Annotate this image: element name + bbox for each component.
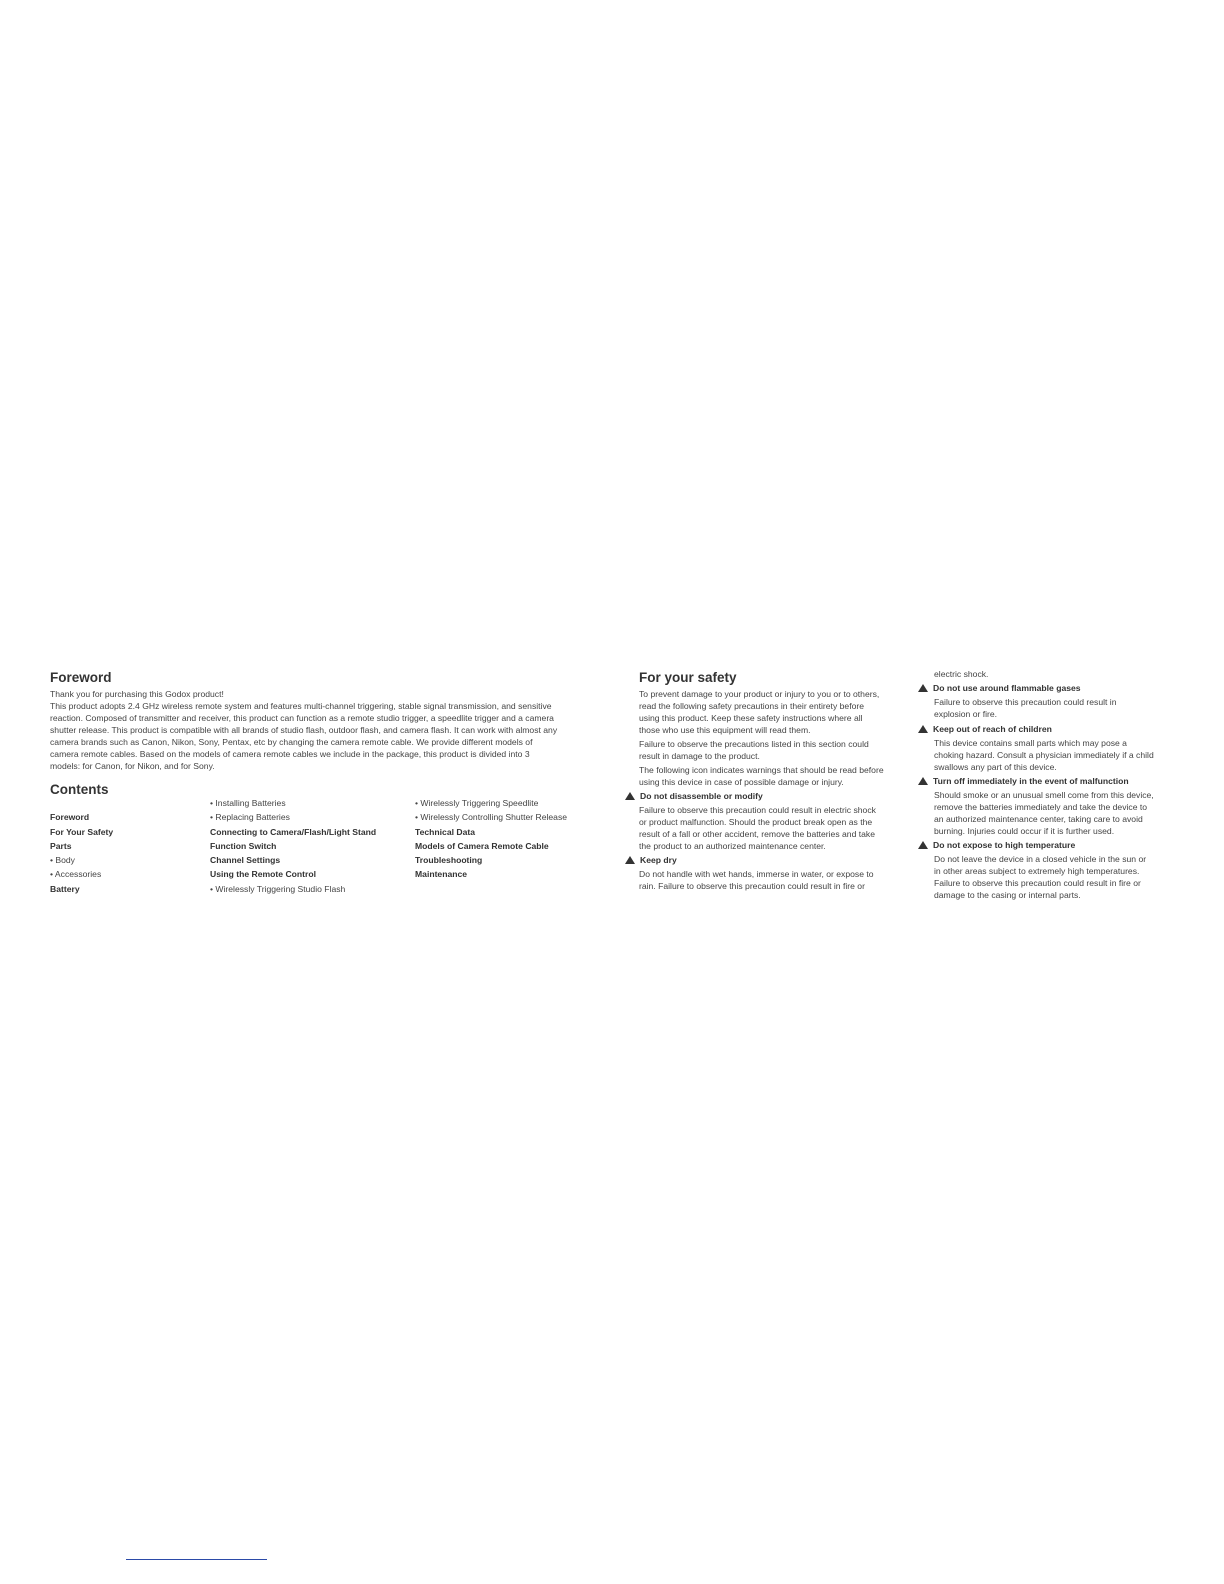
toc-item-technical-data[interactable]: Technical Data: [415, 826, 476, 837]
contents-title: Contents: [50, 782, 109, 797]
toc-item-speedlite[interactable]: • Wirelessly Triggering Speedlite: [415, 798, 539, 808]
warning-line: swallows any part of this device.: [934, 762, 1057, 772]
safety-intro-line: Failure to observe the precautions listed in this section could: [639, 739, 869, 749]
warning-line: explosion or fire.: [934, 709, 998, 719]
warning-line: result of a fall or other accident, remove the batteries and take: [639, 829, 875, 839]
warning-triangle-icon: [918, 841, 928, 849]
safety-title: For your safety: [639, 670, 737, 685]
warning-body-malfunction: [934, 789, 1204, 837]
toc-item-installing-batteries[interactable]: • Installing Batteries: [210, 798, 286, 808]
foreword-line: This product adopts 2.4 GHz wireless remote system and features multi-channel triggering, stable signal transmission, and sensitive: [50, 701, 552, 711]
toc-item: [415, 882, 595, 896]
safety-intro-line: using this device in case of possible damage or injury.: [639, 777, 844, 787]
warning-heading-text: Do not disassemble or modify: [640, 791, 763, 801]
toc-item-studio-flash[interactable]: • Wirelessly Triggering Studio Flash: [210, 883, 346, 894]
toc-item-connecting[interactable]: Connecting to Camera/Flash/Light Stand: [210, 826, 377, 837]
foreword-line: models: for Canon, for Nikon, and for Sony.: [50, 761, 215, 771]
warning-line: in other areas subject to extremely high temperatures.: [934, 866, 1140, 876]
warning-line: or product malfunction. Should the product break open as the: [639, 817, 873, 827]
toc-item-for-your-safety[interactable]: For Your Safety: [50, 826, 114, 837]
warning-body-keep-dry: [639, 868, 909, 892]
foreword-body: [50, 688, 590, 772]
warning-line: Failure to observe this precaution could result in: [934, 697, 1117, 707]
foreword-line: camera remote cables. Based on the models of camera remote cables we include in the package, this product is divided into 3: [50, 749, 530, 759]
toc-item-foreword[interactable]: Foreword: [50, 812, 90, 823]
warning-line: an authorized maintenance center, taking care to avoid: [934, 814, 1143, 824]
toc-item-replacing-batteries[interactable]: • Replacing Batteries: [210, 812, 290, 823]
toc-item-body[interactable]: • Body: [50, 855, 75, 866]
toc-item-channel-settings[interactable]: Channel Settings: [210, 855, 281, 866]
warning-heading-text: Keep out of reach of children: [933, 724, 1052, 734]
warning-heading-flammable: [918, 682, 1081, 694]
safety-intro-2: [639, 738, 909, 762]
link-underline[interactable]: [126, 1559, 267, 1560]
warning-triangle-icon: [625, 792, 635, 800]
warning-heading-malfunction: [918, 775, 1129, 787]
toc-item: [50, 796, 200, 810]
warning-heading-keep-dry: [625, 854, 677, 866]
warning-heading-text: Do not expose to high temperature: [933, 840, 1076, 850]
warning-heading-text: Do not use around flammable gases: [933, 683, 1081, 693]
toc-item-remote-cable-models[interactable]: Models of Camera Remote Cable: [415, 840, 549, 851]
warning-triangle-icon: [625, 856, 635, 864]
toc-item-maintenance[interactable]: Maintenance: [415, 869, 468, 880]
warning-line: Failure to observe this precaution could result in electric shock: [639, 805, 876, 815]
warning-line: Do not handle with wet hands, immerse in water, or expose to: [639, 869, 874, 879]
safety-intro-line: read the following safety precautions in their entirety before: [639, 701, 864, 711]
continued-text: electric shock.: [934, 669, 989, 679]
safety-intro-line: To prevent damage to your product or injury to you or to others,: [639, 689, 880, 699]
foreword-line: camera brands such as Canon, Nikon, Sony, Pentax, etc by changing the camera remote cable. We provide different models of: [50, 737, 533, 747]
foreword-line: reaction. Composed of transmitter and receiver, this product can function as a remote studio trigger, a speedlite trigger and a camera: [50, 713, 554, 723]
warning-heading-disassemble: [625, 790, 763, 802]
foreword-line: shutter release. This product is compatible with all brands of studio flash, outdoor flash, and camera flash. It can work with almost any: [50, 725, 558, 735]
toc-item-function-switch[interactable]: Function Switch: [210, 840, 277, 851]
warning-body-flammable: [934, 696, 1204, 720]
warning-heading-temperature: [918, 839, 1075, 851]
safety-intro-line: those who use this equipment will read them.: [639, 725, 811, 735]
warning-body-children: [934, 737, 1204, 773]
safety-intro-line: The following icon indicates warnings that should be read before: [639, 765, 884, 775]
safety-intro-line: using this product. Keep these safety instructions where all: [639, 713, 863, 723]
warning-heading-text: Turn off immediately in the event of malfunction: [933, 776, 1129, 786]
toc-item-battery[interactable]: Battery: [50, 883, 80, 894]
safety-intro-line: result in damage to the product.: [639, 751, 760, 761]
warning-heading-text: Keep dry: [640, 855, 677, 865]
warning-line: Should smoke or an unusual smell come from this device,: [934, 790, 1154, 800]
toc-item-using-remote[interactable]: Using the Remote Control: [210, 869, 316, 880]
warning-line: remove the batteries immediately and take the device to: [934, 802, 1148, 812]
warning-line: the product to an authorized maintenance center.: [639, 841, 826, 851]
warning-line: burning. Injuries could occur if it is further used.: [934, 826, 1115, 836]
toc-item-accessories[interactable]: • Accessories: [50, 869, 102, 880]
warning-line: This device contains small parts which may pose a: [934, 738, 1127, 748]
contents-column-1: [50, 796, 200, 896]
warning-body-temperature: [934, 853, 1204, 901]
safety-intro-3: [639, 764, 909, 788]
warning-line: choking hazard. Consult a physician immediately if a child: [934, 750, 1154, 760]
warning-triangle-icon: [918, 684, 928, 692]
warning-line: damage to the casing or internal parts.: [934, 890, 1081, 900]
foreword-title: Foreword: [50, 670, 112, 685]
contents-column-3: [415, 796, 595, 896]
toc-item-shutter-release[interactable]: • Wirelessly Controlling Shutter Release: [415, 812, 568, 823]
warning-line: Do not leave the device in a closed vehicle in the sun or: [934, 854, 1147, 864]
toc-item-troubleshooting[interactable]: Troubleshooting: [415, 855, 483, 866]
warning-line: Failure to observe this precaution could result in fire or: [934, 878, 1141, 888]
toc-item-parts[interactable]: Parts: [50, 840, 72, 851]
foreword-line: Thank you for purchasing this Godox product!: [50, 689, 224, 699]
contents-column-2: [210, 796, 410, 896]
warning-line: rain. Failure to observe this precaution could result in fire or: [639, 881, 865, 891]
warning-heading-children: [918, 723, 1052, 735]
warning-triangle-icon: [918, 777, 928, 785]
safety-intro-1: [639, 688, 909, 736]
warning-body-disassemble: [639, 804, 909, 852]
warning-triangle-icon: [918, 725, 928, 733]
